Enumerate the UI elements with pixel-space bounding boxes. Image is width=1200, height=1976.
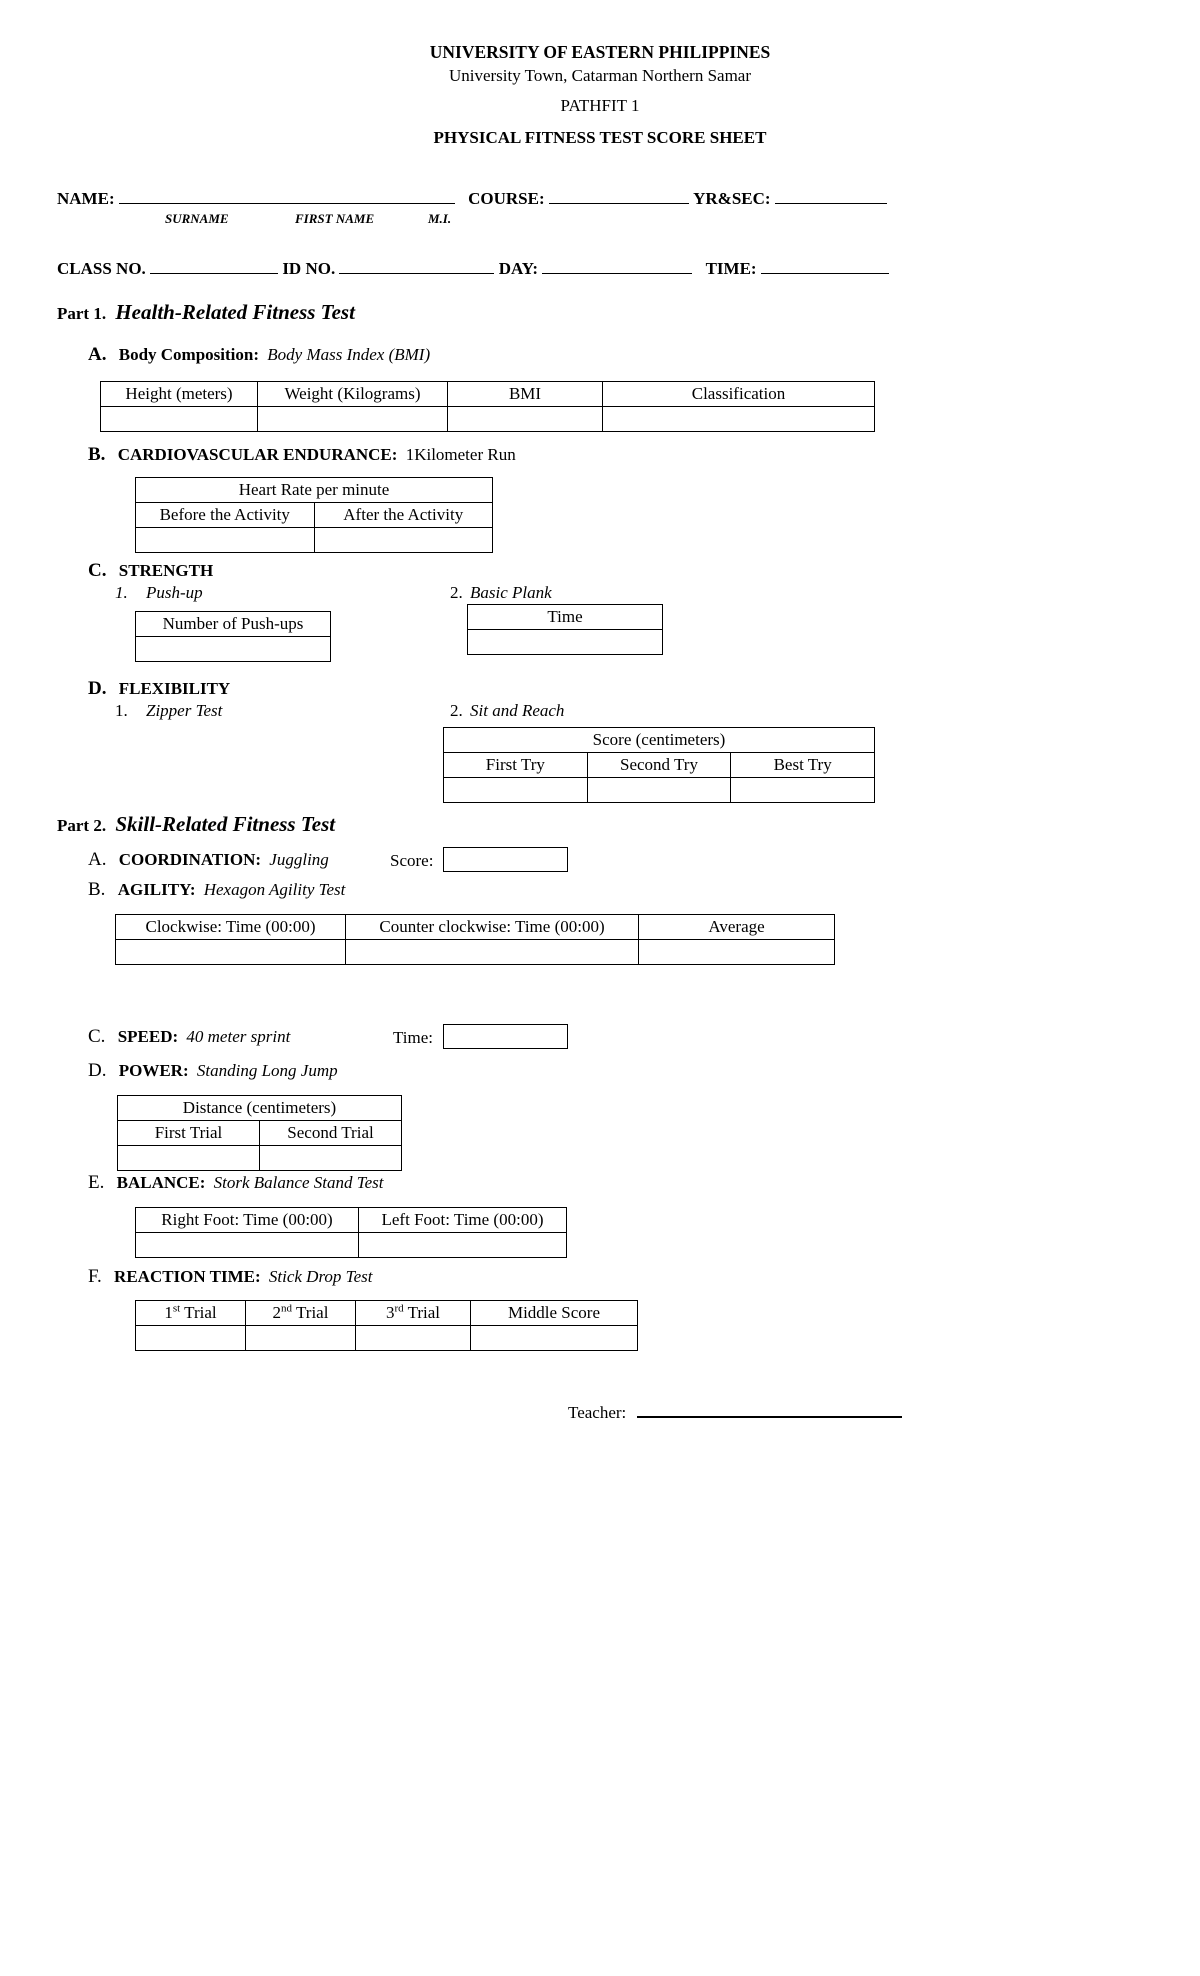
section-subtitle: Standing Long Jump: [196, 1061, 338, 1080]
section-letter: A.: [88, 344, 107, 365]
after-activity-col: After the Activity: [314, 503, 493, 528]
second-try-cell[interactable]: [587, 778, 731, 803]
item-number: 2.: [450, 583, 463, 602]
heart-rate-title-row: [136, 478, 493, 503]
power-data-row: [118, 1146, 402, 1171]
first-try-col: First Try: [444, 753, 588, 778]
trial-word: Trial: [292, 1303, 329, 1322]
part1-heading: [57, 300, 355, 325]
power-title-row: [118, 1096, 402, 1121]
middle-score-cell[interactable]: [471, 1326, 638, 1351]
section-letter: B.: [88, 879, 106, 900]
power-header-row: [118, 1121, 402, 1146]
right-foot-cell[interactable]: [136, 1233, 359, 1258]
strength-heading: [88, 560, 213, 582]
pushup-count-cell[interactable]: [136, 637, 331, 662]
first-name-label: FIRST NAME: [295, 211, 375, 226]
part2-label: Part 2.: [57, 816, 107, 835]
section-title: SPEED:: [117, 1027, 179, 1046]
heart-rate-table: [135, 477, 493, 553]
coordination-score-box[interactable]: [443, 847, 568, 872]
section-title: REACTION TIME:: [114, 1267, 261, 1286]
speed-time-box[interactable]: [443, 1024, 568, 1049]
heart-rate-data-row: [136, 528, 493, 553]
trial-ordinal: nd: [281, 1302, 293, 1315]
second-try-col: Second Try: [587, 753, 731, 778]
trial-word: Trial: [180, 1303, 217, 1322]
teacher-signature-line[interactable]: [637, 1402, 902, 1418]
plank-item: [450, 583, 552, 603]
best-try-cell[interactable]: [731, 778, 875, 803]
pushup-header-row: [136, 612, 331, 637]
sit-reach-table-wrap: [443, 727, 875, 803]
heart-rate-title: Heart Rate per minute: [136, 478, 493, 503]
first-trial-cell[interactable]: [118, 1146, 260, 1171]
sit-reach-title: Score (centimeters): [444, 728, 875, 753]
agility-header-row: [116, 915, 835, 940]
body-composition-heading: [88, 344, 430, 366]
name-row: [57, 188, 887, 209]
bmi-table-wrap: [100, 381, 875, 432]
power-table: [117, 1095, 402, 1171]
reaction-table-wrap: [135, 1300, 638, 1351]
surname-label: SURNAME: [165, 211, 229, 226]
section-subtitle: Body Mass Index (BMI): [267, 345, 431, 364]
section-subtitle: Juggling: [269, 850, 329, 869]
bmi-classification-cell[interactable]: [603, 407, 875, 432]
bmi-table: [100, 381, 875, 432]
sit-reach-header-row: [444, 753, 875, 778]
heart-rate-header-row: [136, 503, 493, 528]
trial-num: 2: [272, 1303, 282, 1322]
section-letter: D.: [88, 1060, 107, 1081]
left-foot-col: Left Foot: Time (00:00): [359, 1208, 567, 1233]
average-col: Average: [639, 915, 835, 940]
left-foot-cell[interactable]: [359, 1233, 567, 1258]
yrsec-line[interactable]: [775, 188, 887, 204]
second-trial-cell[interactable]: [260, 1146, 402, 1171]
second-trial-col: [246, 1301, 356, 1326]
part1-title: Health-Related Fitness Test: [115, 300, 355, 324]
section-title: COORDINATION:: [118, 850, 262, 869]
bmi-col-height: Height (meters): [101, 382, 258, 407]
plank-time-cell[interactable]: [468, 630, 663, 655]
teacher-row: [568, 1402, 902, 1423]
document-title: PHYSICAL FITNESS TEST SCORE SHEET: [433, 128, 767, 147]
class-no-label: CLASS NO.: [57, 259, 146, 278]
sit-reach-title-row: [444, 728, 875, 753]
reaction-header-row: [136, 1301, 638, 1326]
document-header: [0, 42, 1200, 148]
cardio-heading: [88, 444, 516, 466]
reaction-data-row: [136, 1326, 638, 1351]
plank-table: [467, 604, 663, 655]
plank-time-col: Time: [468, 605, 663, 630]
power-table-wrap: [117, 1095, 402, 1171]
sit-reach-item: [450, 701, 564, 721]
plank-data-row: [468, 630, 663, 655]
part2-title: Skill-Related Fitness Test: [115, 812, 336, 836]
second-trial-col: Second Trial: [260, 1121, 402, 1146]
section-title: Body Composition:: [118, 345, 260, 364]
middle-score-col: [471, 1301, 638, 1326]
course-line[interactable]: [549, 188, 689, 204]
pushup-table: [135, 611, 331, 662]
item-label: Sit and Reach: [470, 701, 565, 720]
name-label: NAME:: [57, 189, 115, 208]
time-line[interactable]: [761, 258, 889, 274]
balance-table-wrap: [135, 1207, 567, 1258]
section-subtitle: 1Kilometer Run: [405, 445, 516, 464]
section-subtitle: Stork Balance Stand Test: [213, 1173, 384, 1192]
bmi-value-cell[interactable]: [448, 407, 603, 432]
section-letter: F.: [88, 1266, 102, 1287]
balance-header-row: [136, 1208, 567, 1233]
part2-heading: [57, 812, 335, 837]
item-label: Basic Plank: [470, 583, 552, 602]
third-trial-col: [356, 1301, 471, 1326]
section-subtitle: Hexagon Agility Test: [203, 880, 346, 899]
university-name: UNIVERSITY OF EASTERN PHILIPPINES: [429, 42, 771, 62]
reaction-time-heading: [88, 1266, 372, 1288]
agility-data-row: [116, 940, 835, 965]
section-letter: D.: [88, 678, 107, 699]
counter-clockwise-cell[interactable]: [346, 940, 639, 965]
best-try-col: Best Try: [731, 753, 875, 778]
section-title: STRENGTH: [118, 561, 214, 580]
section-title: FLEXIBILITY: [118, 679, 231, 698]
day-line[interactable]: [542, 258, 692, 274]
bmi-weight-cell[interactable]: [258, 407, 448, 432]
trial-ordinal: st: [172, 1302, 181, 1315]
trial-word: Trial: [403, 1303, 441, 1322]
section-letter: C.: [88, 1026, 106, 1047]
course-label: COURSE:: [468, 189, 545, 208]
balance-data-row: [136, 1233, 567, 1258]
section-letter: E.: [88, 1172, 105, 1193]
second-trial-cell[interactable]: [246, 1326, 356, 1351]
trial-ordinal: rd: [394, 1302, 404, 1315]
third-trial-cell[interactable]: [356, 1326, 471, 1351]
trial-num: 3: [385, 1303, 395, 1322]
power-title: Distance (centimeters): [118, 1096, 402, 1121]
section-title: POWER:: [118, 1061, 189, 1080]
section-subtitle: Stick Drop Test: [268, 1267, 373, 1286]
time-label: TIME:: [705, 259, 757, 278]
item-number: 1.: [115, 701, 128, 720]
right-foot-col: Right Foot: Time (00:00): [136, 1208, 359, 1233]
id-no-label: ID NO.: [282, 259, 336, 278]
coordination-score-label: Score:: [390, 851, 434, 870]
sit-reach-data-row: [444, 778, 875, 803]
section-letter: B.: [88, 444, 106, 465]
pushup-table-wrap: [135, 611, 331, 662]
average-cell[interactable]: [639, 940, 835, 965]
counter-clockwise-col: Counter clockwise: Time (00:00): [346, 915, 639, 940]
first-trial-col: [136, 1301, 246, 1326]
speed-time-label: Time:: [393, 1028, 434, 1047]
bmi-data-row: [101, 407, 875, 432]
section-subtitle: 40 meter sprint: [186, 1027, 291, 1046]
balance-heading: [88, 1172, 384, 1194]
after-activity-cell[interactable]: [314, 528, 493, 553]
pushup-data-row: [136, 637, 331, 662]
bmi-col-classification: Classification: [603, 382, 875, 407]
teacher-label: Teacher:: [568, 1403, 627, 1422]
name-line[interactable]: [119, 188, 455, 204]
pushup-item: [115, 583, 203, 603]
plank-header-row: [468, 605, 663, 630]
item-label: Zipper Test: [146, 701, 223, 720]
item-number: 2.: [450, 701, 463, 720]
flexibility-heading: [88, 678, 230, 700]
trial-num: 1: [164, 1303, 173, 1322]
program-name: PATHFIT 1: [560, 96, 640, 115]
balance-table: [135, 1207, 567, 1258]
day-label: DAY:: [498, 259, 539, 278]
item-number: 1.: [115, 583, 128, 602]
bmi-height-cell[interactable]: [101, 407, 258, 432]
reaction-table: [135, 1300, 638, 1351]
plank-table-wrap: [467, 604, 663, 655]
agility-table-wrap: [115, 914, 835, 965]
first-trial-col: First Trial: [118, 1121, 260, 1146]
clockwise-cell[interactable]: [116, 940, 346, 965]
class-no-line[interactable]: [150, 258, 278, 274]
class-row: [57, 258, 889, 279]
speed-heading: [88, 1026, 290, 1048]
middle-score-label: Middle Score: [507, 1303, 601, 1322]
pushup-col: Number of Push-ups: [136, 612, 331, 637]
id-no-line[interactable]: [339, 258, 494, 274]
section-title: CARDIOVASCULAR ENDURANCE:: [117, 445, 398, 464]
section-title: BALANCE:: [116, 1173, 206, 1192]
item-label: Push-up: [146, 583, 203, 602]
heart-rate-table-wrap: [135, 477, 493, 553]
zipper-item: [115, 701, 222, 721]
section-letter: C.: [88, 560, 107, 581]
section-title: AGILITY:: [117, 880, 196, 899]
part1-label: Part 1.: [57, 304, 107, 323]
clockwise-col: Clockwise: Time (00:00): [116, 915, 346, 940]
agility-heading: [88, 879, 345, 901]
power-heading: [88, 1060, 338, 1082]
yrsec-label: YR&SEC:: [693, 189, 771, 208]
agility-table: [115, 914, 835, 965]
bmi-col-bmi: BMI: [448, 382, 603, 407]
first-trial-cell[interactable]: [136, 1326, 246, 1351]
before-activity-cell[interactable]: [136, 528, 315, 553]
bmi-header-row: [101, 382, 875, 407]
mi-label: M.I.: [428, 211, 452, 226]
university-address: University Town, Catarman Northern Samar: [448, 66, 752, 85]
sit-reach-table: [443, 727, 875, 803]
coordination-heading: [88, 849, 329, 871]
section-letter: A.: [88, 849, 107, 870]
before-activity-col: Before the Activity: [136, 503, 315, 528]
first-try-cell[interactable]: [444, 778, 588, 803]
bmi-col-weight: Weight (Kilograms): [258, 382, 448, 407]
